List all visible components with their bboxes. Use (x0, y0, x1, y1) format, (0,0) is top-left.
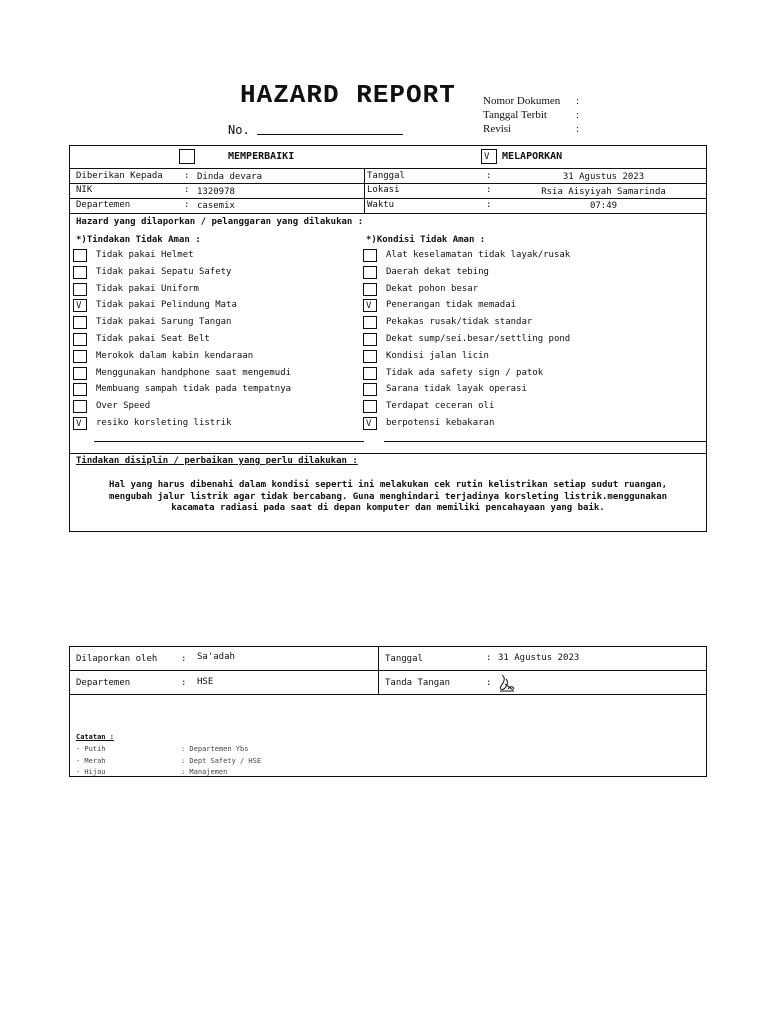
tindakan-item-label: Tidak pakai Helmet (96, 250, 194, 260)
kondisi-item-checkbox[interactable] (363, 350, 377, 363)
melaporkan-checkbox[interactable]: V (481, 149, 497, 164)
tindakan-item-checkbox[interactable] (73, 400, 87, 413)
kondisi-item-label: Sarana tidak layak operasi (386, 384, 527, 395)
tindakan-item-label: Tidak pakai Sepatu Safety (96, 266, 232, 277)
revisi-label: Revisi (483, 123, 512, 135)
kondisi-item-label: Dekat pohon besar (386, 283, 479, 294)
report-number-label: No. (228, 123, 250, 137)
hazard-heading: Hazard yang dilaporkan / pelanggaran yang dilakukan : (76, 217, 364, 227)
dilaporkan-oleh-colon: : (181, 654, 187, 664)
tindakan-disiplin-heading: Tindakan disiplin / perbaikan yang perlu dilakukan : (76, 456, 358, 466)
kondisi-item-label: Dekat sump/sei.besar/settling pond (386, 334, 571, 344)
dilaporkan-oleh-value[interactable]: Sa'adah (197, 652, 235, 662)
page-title: HAZARD REPORT (240, 80, 456, 110)
tanggal-colon: : (486, 171, 492, 181)
waktu-colon: : (486, 200, 492, 210)
tindakan-disiplin-line-2: mengubah jalur listrik agar tidak bercabang. Guna menghindari terjadinya korsleting listrik.menggunakan (108, 492, 668, 502)
tanggal-label: Tanggal (367, 171, 405, 181)
revisi-colon: : (576, 123, 580, 135)
kondisi-item-label: Alat keselamatan tidak layak/rusak (386, 250, 571, 260)
tindakan-item-label: Membuang sampah tidak pada tempatnya (96, 384, 292, 395)
melaporkan-label: MELAPORKAN (502, 151, 563, 162)
catatan-color: - Putih (76, 745, 106, 753)
catatan-label: Catatan : (76, 733, 114, 741)
tanggal-terbit-colon: : (576, 109, 580, 121)
kondisi-item-label: Kondisi jalan licin (386, 350, 489, 361)
waktu-label: Waktu (367, 200, 395, 210)
tindakan-item-label: Tidak pakai Seat Belt (96, 334, 210, 344)
catatan-destination: : Dept Safety / HSE (181, 756, 262, 765)
dilaporkan-oleh-label: Dilaporkan oleh (76, 654, 158, 664)
signature (496, 672, 518, 694)
lokasi-colon: : (486, 185, 492, 195)
tindakan-disiplin-line-3: kacamata radiasi pada saat di depan komputer dan memiliki pencahayaan yang baik. (171, 503, 605, 513)
lokasi-label: Lokasi (367, 185, 400, 195)
footer-tanggal-value[interactable]: 31 Agustus 2023 (498, 653, 580, 663)
departemen-label: Departemen (76, 200, 131, 210)
kondisi-item-label: Penerangan tidak memadai (386, 300, 517, 311)
tindakan-item-checkbox[interactable] (73, 367, 87, 380)
tindakan-item-checkbox[interactable] (73, 283, 87, 296)
kondisi-heading: *)Kondisi Tidak Aman : (366, 235, 486, 245)
footer-departemen-value[interactable]: HSE (197, 677, 214, 687)
waktu-value[interactable]: 07:49 (589, 201, 618, 211)
tindakan-item-label: Merokok dalam kabin kendaraan (96, 350, 254, 361)
kondisi-item-checkbox[interactable] (363, 383, 377, 396)
tindakan-item-checkbox[interactable]: V (73, 299, 87, 312)
tindakan-item-checkbox[interactable] (73, 266, 87, 279)
nik-colon: : (184, 185, 190, 195)
departemen-value[interactable]: casemix (197, 201, 235, 211)
kondisi-item-checkbox[interactable] (363, 400, 377, 413)
tindakan-item-checkbox[interactable] (73, 316, 87, 329)
catatan-color: - Merah (76, 756, 106, 765)
tindakan-item-checkbox[interactable] (73, 249, 87, 262)
kondisi-item-checkbox[interactable] (363, 333, 377, 346)
diberikan-kepada-colon: : (184, 171, 190, 181)
kondisi-item-label: Terdapat ceceran oli (386, 401, 495, 412)
nik-value[interactable]: 1320978 (197, 187, 235, 197)
kondisi-item-label: Pekakas rusak/tidak standar (386, 317, 533, 328)
report-number-line[interactable] (257, 134, 403, 135)
catatan-destination: : Departemen Ybs (181, 745, 249, 753)
kondisi-item-checkbox[interactable]: V (363, 417, 377, 430)
nomor-dokumen-label: Nomor Dokumen (483, 95, 561, 107)
tindakan-item-checkbox[interactable]: V (73, 417, 87, 430)
tindakan-item-checkbox[interactable] (73, 383, 87, 396)
kondisi-other-line[interactable] (384, 441, 707, 442)
kondisi-item-checkbox[interactable] (363, 283, 377, 296)
kondisi-item-checkbox[interactable]: V (363, 299, 377, 312)
tanggal-value[interactable]: 31 Agustus 2023 (562, 172, 645, 182)
departemen-colon: : (184, 200, 190, 210)
kondisi-item-label: Daerah dekat tebing (386, 266, 489, 277)
footer-tanggal-colon: : (486, 653, 492, 663)
kondisi-item-checkbox[interactable] (363, 367, 377, 380)
footer-tanggal-label: Tanggal (385, 654, 423, 664)
catatan-destination: : Manajemen (181, 768, 228, 776)
tindakan-other-line[interactable] (94, 441, 364, 442)
tanda-tangan-colon: : (486, 678, 492, 688)
tindakan-disiplin-line-1: Hal yang harus dibenahi dalam kondisi seperti ini melakukan cek rutin kelistrikan setiap sudut ruangan, (108, 480, 668, 490)
tindakan-item-label: Tidak pakai Pelindung Mata (96, 300, 237, 311)
nomor-dokumen-colon: : (576, 95, 580, 107)
tindakan-item-label: Tidak pakai Uniform (96, 283, 199, 294)
kondisi-item-label: berpotensi kebakaran (386, 418, 495, 428)
kondisi-item-label: Tidak ada safety sign / patok (386, 367, 544, 378)
tindakan-item-checkbox[interactable] (73, 333, 87, 346)
tindakan-item-label: resiko korsleting listrik (96, 418, 232, 428)
nik-label: NIK (76, 185, 93, 195)
tindakan-item-label: Menggunakan handphone saat mengemudi (96, 367, 292, 378)
tanda-tangan-label: Tanda Tangan (385, 678, 451, 688)
kondisi-item-checkbox[interactable] (363, 316, 377, 329)
tindakan-item-label: Over Speed (96, 401, 151, 412)
footer-departemen-label: Departemen (76, 678, 131, 688)
tanggal-terbit-label: Tanggal Terbit (483, 109, 547, 121)
footer-form (69, 646, 707, 777)
footer-departemen-colon: : (181, 678, 187, 688)
catatan-color: - Hijau (76, 768, 106, 776)
lokasi-value[interactable]: Rsia Aisyiyah Samarinda (541, 187, 666, 197)
diberikan-kepada-label: Diberikan Kepada (76, 171, 163, 181)
kondisi-item-checkbox[interactable] (363, 266, 377, 279)
memperbaiki-label: MEMPERBAIKI (228, 151, 295, 162)
kondisi-item-checkbox[interactable] (363, 249, 377, 262)
tindakan-item-checkbox[interactable] (73, 350, 87, 363)
tindakan-item-label: Tidak pakai Sarung Tangan (96, 317, 232, 328)
tindakan-heading: *)Tindakan Tidak Aman : (76, 235, 201, 245)
memperbaiki-checkbox[interactable] (179, 149, 195, 164)
diberikan-kepada-value[interactable]: Dinda devara (197, 172, 263, 182)
